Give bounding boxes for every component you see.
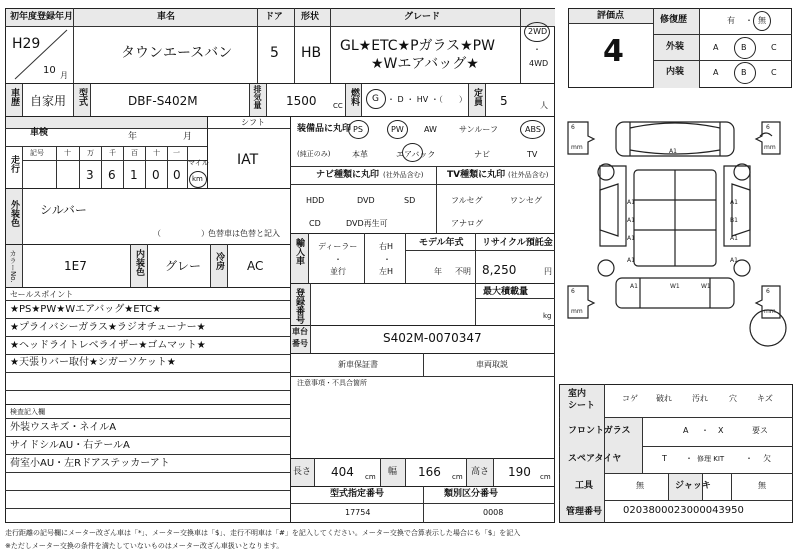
fuel-label: 燃料 <box>349 88 359 106</box>
import-label: 輸入車 <box>294 238 304 265</box>
grade-header: グレード <box>404 12 441 22</box>
interior-color-value: グレー <box>165 259 202 273</box>
shape: HB <box>301 45 322 61</box>
recycle-header: リサイクル預託金 <box>482 238 553 248</box>
dmg-a1-right-top: A1 <box>730 199 738 206</box>
jack-value: 無 <box>758 481 766 490</box>
mileage-digit-1: 6 <box>108 168 116 182</box>
unit-5: 一 <box>173 149 180 157</box>
glass-label: フロントガラス <box>568 426 631 436</box>
car-damage-diagram <box>560 100 796 370</box>
interior-label: 内装 <box>666 67 685 77</box>
shift-header: シフト <box>241 118 265 127</box>
import-dot1: ・ <box>334 255 342 264</box>
dmg-a1-front: A1 <box>669 148 677 155</box>
tool-value: 無 <box>636 481 644 490</box>
mgmt-label: 管理番号 <box>566 507 603 517</box>
seat-item-burn: コゲ <box>622 394 638 403</box>
color-value: シルバー <box>40 203 87 217</box>
grade-line2: ★Wエアバッグ★ <box>371 56 479 72</box>
use-value: 自家用 <box>30 94 67 108</box>
footer-line-1: 走行距離の記号欄にメーター改ざん車は「*」、メーター交換車は「$」、走行不明車は「#」を記入してください。メーター交換で合算表示した場合にも「$」を記入 <box>5 529 521 537</box>
dmg-a1-left-rear: A1 <box>627 257 635 264</box>
equipment-header: 装備品に丸印 <box>297 124 352 134</box>
chassis-label-2: 番号 <box>292 339 308 348</box>
vehicle-manual: 車両取説 <box>476 360 508 369</box>
footer-line-2: ※ただしメーター交換の条件を満たしていないものはメーター改ざん車扱いとなります。 <box>5 542 284 550</box>
dmg-a1-rear: A1 <box>630 283 638 290</box>
spare-t: T <box>662 454 667 463</box>
tv-fullseg: フルセグ <box>451 196 483 205</box>
bubble-mm-tr: mm <box>764 144 776 151</box>
glass-x: X <box>718 426 724 435</box>
height-unit: cm <box>540 473 551 481</box>
month-unit: 月 <box>60 71 68 80</box>
repair-label: 修復歴 <box>660 15 688 25</box>
color-paren: （ ） <box>153 229 209 238</box>
drive-2wd: 2WD <box>528 27 548 36</box>
grade-line1: GL★ETC★Pガラス★PW <box>340 38 495 54</box>
inspector-line-3: 荷室小AU・左Rドアステッカーアト <box>10 458 170 469</box>
model-label: 型式 <box>77 88 87 106</box>
class-no-label: 類別区分番号 <box>444 489 499 499</box>
person-unit: 人 <box>540 101 548 110</box>
model-year-header: モデル年式 <box>419 238 464 248</box>
sales-line-2: ★プライバシーガラス★ラジオチューナー★ <box>10 322 206 333</box>
chassis-value: S402M-0070347 <box>383 331 482 345</box>
fuel-other: ・ D ・ HV ・（ ） <box>387 95 467 104</box>
sales-line-3: ★ヘッドライトレベライザー★ゴムマット★ <box>10 340 206 351</box>
equip-navi: ナビ <box>474 150 490 159</box>
sales-line-1: ★PS★PW★Wエアバッグ★ETC★ <box>10 304 162 315</box>
recycle-yen: 円 <box>544 267 552 276</box>
tv-sub: (社外品含む) <box>508 171 549 179</box>
shape-header: 形状 <box>301 12 320 22</box>
mileage-digit-4: 0 <box>173 168 181 182</box>
seat-item-hole: 穴 <box>729 394 737 403</box>
jack-label: ジャッキ <box>675 481 711 491</box>
ext-grade-c: C <box>771 43 777 52</box>
doors: 5 <box>270 45 279 61</box>
equip-sunroof: サンルーフ <box>459 125 498 134</box>
new-warranty: 新車保証書 <box>338 360 378 369</box>
height-value: 190 <box>508 465 531 479</box>
navi-dvd: DVD <box>357 196 375 205</box>
bubble-mm-bl: mm <box>571 308 583 315</box>
color-label: 外装色 <box>9 200 19 227</box>
int-grade-c: C <box>771 68 777 77</box>
dmg-a1-right-rear: A1 <box>730 257 738 264</box>
length-value: 404 <box>331 465 354 479</box>
cc-unit: CC <box>333 102 343 110</box>
bubble-6-br: 6 <box>766 288 770 295</box>
drive-dot: ・ <box>533 45 541 54</box>
mileage-digit-2: 1 <box>130 168 138 182</box>
spare-missing: 欠 <box>763 454 771 463</box>
ac-value: AC <box>247 259 264 273</box>
reg-year: H29 <box>12 36 41 52</box>
unit-1: 万 <box>87 149 94 157</box>
km-unit: km <box>192 175 203 183</box>
navi-cd: CD <box>309 219 321 228</box>
repair-no: 無 <box>758 16 766 25</box>
equip-aw: AW <box>424 125 437 134</box>
unit-0: 十 <box>64 149 71 157</box>
tv-header: TV種類に丸印 <box>447 170 506 180</box>
equip-leather: 本革 <box>352 150 368 159</box>
exterior-label: 外装 <box>666 42 685 52</box>
equip-abs: ABS <box>525 125 541 134</box>
car-name-header: 車名 <box>157 12 176 22</box>
color-no-value: 1E7 <box>64 259 87 273</box>
sales-header: セールスポイント <box>10 290 74 299</box>
max-load-label: 最大積載量 <box>483 287 529 297</box>
recycle-value: 8,250 <box>482 263 517 277</box>
bubble-mm-tl: mm <box>571 144 583 151</box>
score-label: 評価点 <box>597 11 625 21</box>
mile-unit: マイル <box>188 159 209 167</box>
drive-4wd: 4WD <box>529 59 549 68</box>
notes-header: 注意事項・不具合箇所 <box>297 379 367 387</box>
mileage-digit-3: 0 <box>152 168 160 182</box>
spare-label: スペアタイヤ <box>568 454 622 464</box>
mileage-label: 走行 <box>9 155 19 173</box>
interior-color-label: 内装色 <box>134 249 144 276</box>
reg-month: 10 <box>43 65 56 76</box>
displacement: 1500 <box>286 94 317 108</box>
dmg-w1-rear: W1 <box>670 283 680 290</box>
import-dot2: ・ <box>383 255 391 264</box>
ext-grade-a: A <box>713 43 719 52</box>
int-grade-b: B <box>741 68 747 77</box>
inspection-year: 年 <box>128 132 138 142</box>
inspector-line-1: 外装ウスキズ・ネイルA <box>10 422 117 433</box>
inspector-line-2: サイドシルAU・右テールA <box>10 440 130 451</box>
tool-label: 工具 <box>575 481 594 491</box>
ac-label: 冷房 <box>214 252 224 270</box>
unit-3: 百 <box>131 149 138 157</box>
model-value: DBF-S402M <box>128 94 198 108</box>
navi-sub: (社外品含む) <box>383 171 424 179</box>
model-year-unit: 年 <box>434 267 442 276</box>
tv-analog: アナログ <box>451 219 483 228</box>
capacity: 5 <box>500 94 508 108</box>
glass-repair: 要ス <box>752 426 768 435</box>
equipment-sub: (純正のみ) <box>297 150 331 158</box>
type-no-label: 型式指定番号 <box>330 489 385 499</box>
dmg-a1-left-top: A1 <box>627 199 635 206</box>
bubble-6-tr: 6 <box>766 124 770 131</box>
int-grade-a: A <box>713 68 719 77</box>
import-dealer: ディーラー <box>318 242 358 251</box>
mileage-symbol-header: 記号 <box>30 149 44 157</box>
height-label: 高さ <box>471 467 490 477</box>
fuel-g: G <box>372 94 379 104</box>
model-year-unknown: 不明 <box>455 267 471 276</box>
seat-item-scratch: キズ <box>757 394 773 403</box>
dmg-a1-left-low: A1 <box>627 235 635 242</box>
sales-line-4: ★天張りバー取付★シガーソケット★ <box>10 357 176 368</box>
import-left-h: 左H <box>379 267 394 276</box>
car-name: タウンエースバン <box>121 45 233 61</box>
kg-unit: kg <box>543 312 552 320</box>
seat-label-2: シート <box>568 401 596 411</box>
door-header: ドア <box>265 12 283 22</box>
navi-dvd-play: DVD再生可 <box>346 219 388 228</box>
seat-label-1: 室内 <box>568 389 587 399</box>
length-label: 長さ <box>293 467 312 477</box>
mgmt-value: 0203800023000043950 <box>623 505 744 516</box>
color-note: 色替車は色替と記入 <box>208 229 280 238</box>
bubble-mm-br: mm <box>764 308 776 315</box>
length-unit: cm <box>365 473 376 481</box>
equip-ps: PS <box>353 125 363 134</box>
equip-tv: TV <box>527 150 538 159</box>
dmg-w1-rear2: W1 <box>701 283 711 290</box>
ext-grade-b: B <box>741 43 747 52</box>
capacity-label: 定員 <box>472 88 482 106</box>
width-label: 幅 <box>388 467 398 477</box>
unit-4: 十 <box>153 149 160 157</box>
color-no-label: カラーNo. <box>9 250 17 283</box>
inspector-header: 検査記入欄 <box>10 408 45 416</box>
glass-dot: ・ <box>701 426 709 435</box>
dmg-b1-right-mid: B1 <box>730 217 738 224</box>
repair-dot: ・ <box>745 16 753 25</box>
inspection-month: 月 <box>183 132 193 142</box>
bubble-6-bl: 6 <box>571 288 575 295</box>
navi-sd: SD <box>404 196 416 205</box>
chassis-label-1: 車台 <box>292 327 308 336</box>
bubble-6-tl: 6 <box>571 124 575 131</box>
shift-value: IAT <box>237 152 259 168</box>
dmg-a1-left-mid: A1 <box>627 217 635 224</box>
width-value: 166 <box>418 465 441 479</box>
equip-airbag: エアバック <box>396 150 436 159</box>
navi-hdd: HDD <box>306 196 325 205</box>
navi-header: ナビ種類に丸印 <box>316 170 380 180</box>
dmg-a1-right-low: A1 <box>730 235 738 242</box>
use-label: 車歴 <box>9 88 19 106</box>
import-right-h: 右H <box>379 242 394 251</box>
mileage-digit-0: 3 <box>86 168 94 182</box>
spare-kit: 修理 KIT <box>697 455 725 463</box>
spare-dot2: ・ <box>745 454 753 463</box>
displacement-label: 排気量 <box>253 85 262 109</box>
type-no: 17754 <box>345 508 371 517</box>
import-parallel: 並行 <box>330 267 346 276</box>
reg-no-label: 登録番号 <box>294 288 304 324</box>
spare-dot1: ・ <box>685 454 693 463</box>
seat-item-dirt: 汚れ <box>692 394 708 403</box>
repair-yes: 有 <box>727 16 735 25</box>
inspection-label: 車検 <box>30 128 49 138</box>
width-unit: cm <box>452 473 463 481</box>
class-no: 0008 <box>483 508 504 517</box>
glass-a: A <box>683 426 689 435</box>
reg-year-header: 初年度登録年月 <box>10 12 74 22</box>
tv-oneseg: ワンセグ <box>510 196 542 205</box>
seat-item-tear: 破れ <box>656 394 672 403</box>
equip-pw: PW <box>391 125 404 134</box>
unit-2: 千 <box>109 149 116 157</box>
score-value: 4 <box>603 34 624 69</box>
